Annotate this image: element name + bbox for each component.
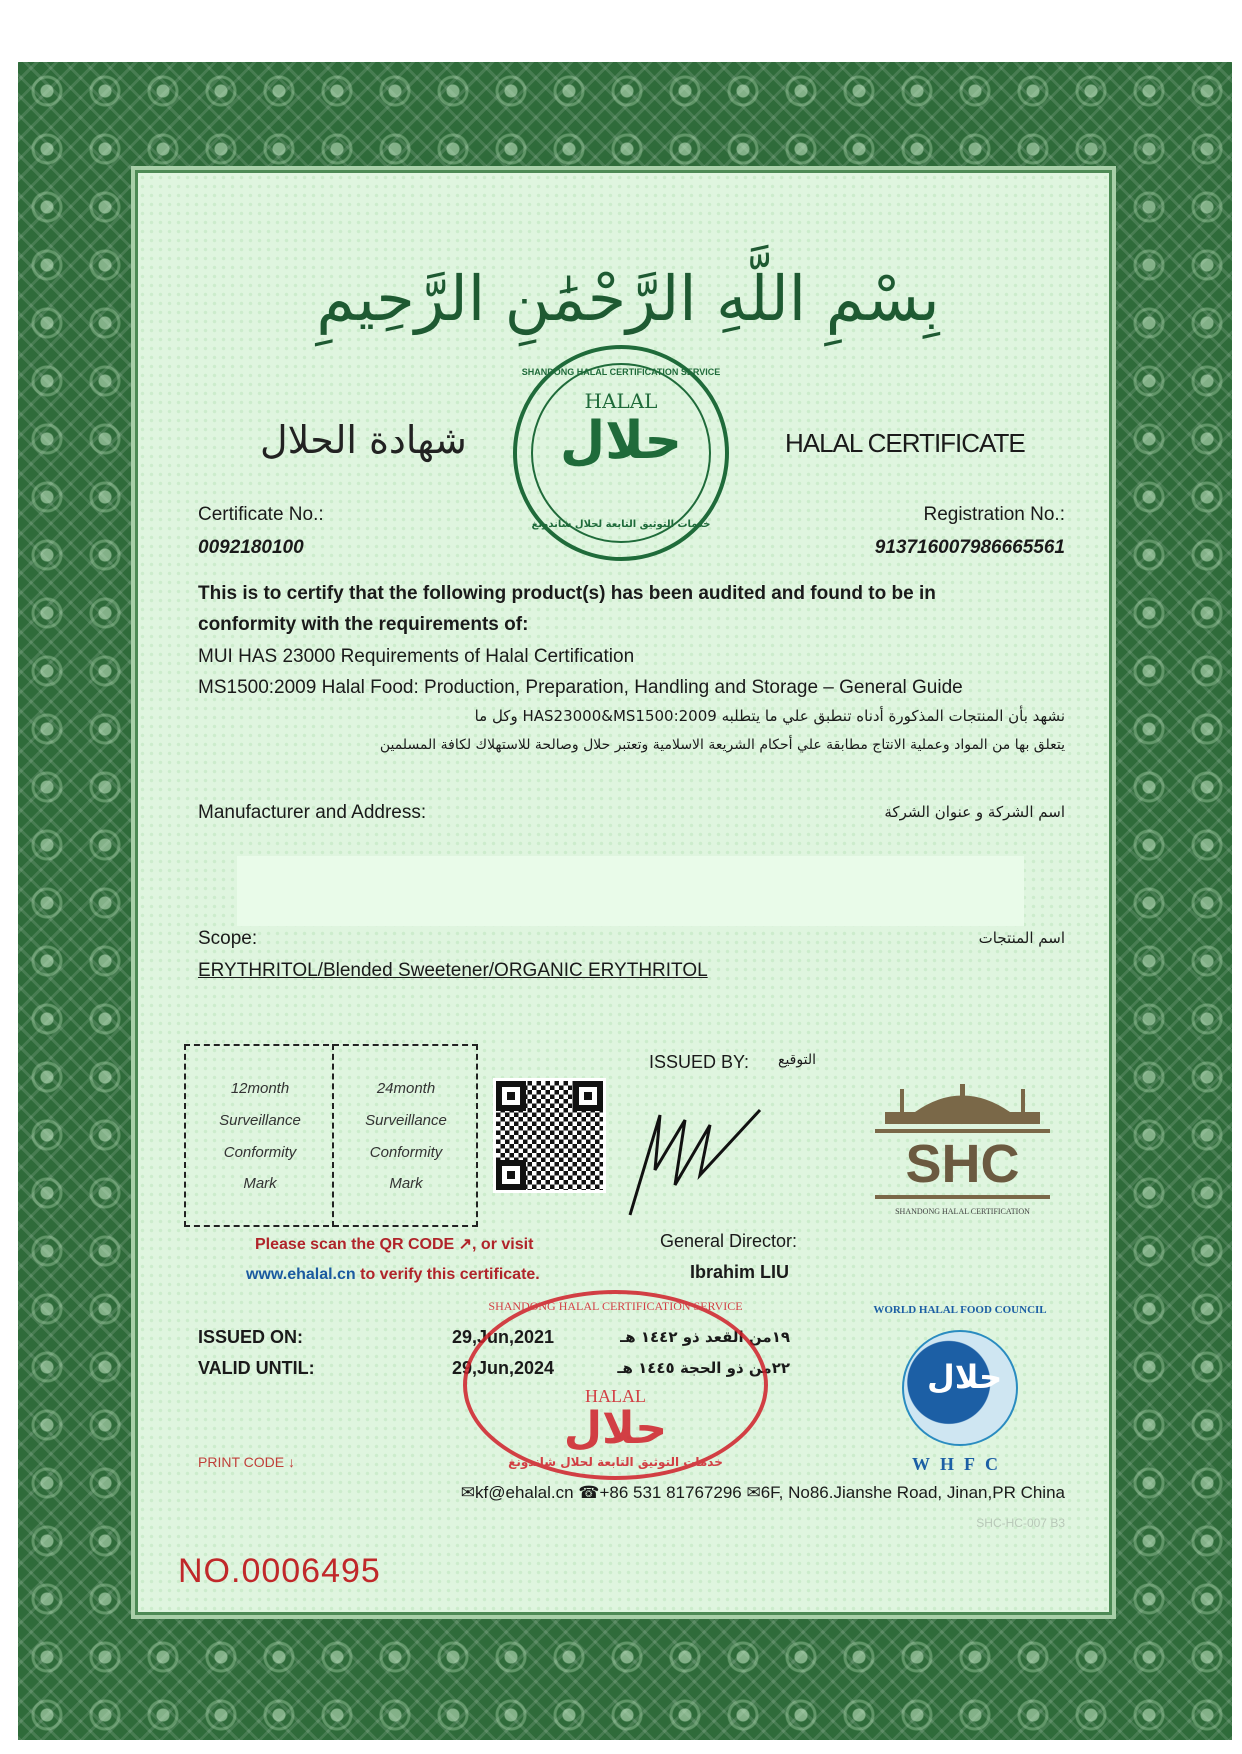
seal-bottom-text: خدمات التوثيق التابعة لحلال شاندونغ — [531, 519, 711, 530]
scan-qr-instruction: Please scan the QR CODE ↗, or visit — [255, 1236, 534, 1253]
form-code: SHC-HC-007 B3 — [976, 1516, 1065, 1530]
scope-label-arabic: اسم المنتجات — [978, 929, 1065, 947]
mark-line: 12month — [230, 1080, 290, 1097]
seal-halal-glyph: حلال — [559, 411, 683, 471]
whfc-logo — [872, 1300, 1048, 1476]
red-seal-glyph: حلال — [563, 1403, 668, 1454]
arabic-statement-2: يتعلق بها من المواد وعملية الانتاج مطابقة علي أحكام الشريعة الاسلامية وتعتبر حلال وصالحة للاستهلاك لكافة المسلمين — [379, 737, 1065, 753]
mark-line: Surveillance — [219, 1112, 301, 1129]
shc-logo-caption: SHANDONG HALAL CERTIFICATION — [895, 1207, 1030, 1216]
valid-until-hijri: ٢٢من ذو الحجة ١٤٤٥ هـ — [617, 1359, 790, 1377]
bismillah-calligraphy: بِسْمِ اللَّهِ الرَّحْمَٰنِ الرَّحِيمِ — [316, 262, 940, 335]
scope-label: Scope: — [198, 928, 258, 949]
general-director-name: Ibrahim LIU — [690, 1262, 790, 1282]
seal-halal-text: HALAL — [584, 389, 658, 413]
title-arabic: شهادة الحلال — [260, 418, 467, 462]
requirement-mui: MUI HAS 23000 Requirements of Halal Certification — [198, 646, 635, 667]
manufacturer-label-arabic: اسم الشركة و عنوان الشركة — [884, 803, 1065, 821]
mark-line: Conformity — [223, 1144, 297, 1161]
verification-qr-code[interactable] — [493, 1078, 606, 1193]
certify-statement: This is to certify that the following product(s) has been audited and found to be in — [198, 583, 936, 604]
scope-products: ERYTHRITOL/Blended Sweetener/ORGANIC ERYTHRITOL — [198, 960, 708, 981]
director-signature — [615, 1100, 775, 1220]
shc-logo — [875, 1084, 1050, 1229]
mosque-icon — [875, 1084, 1050, 1124]
mark-line: Mark — [243, 1175, 277, 1192]
mark-line: Conformity — [369, 1144, 443, 1161]
certificate-no-value: 0092180100 — [198, 537, 304, 558]
print-code-label: PRINT CODE ↓ — [198, 1454, 295, 1470]
certificate-no-label: Certificate No.: — [198, 504, 324, 525]
general-director-label: General Director: — [660, 1231, 798, 1251]
serial-number: NO.0006495 — [178, 1552, 381, 1590]
verify-text: to verify this certificate. — [355, 1266, 540, 1283]
mark-line: 24month — [376, 1080, 436, 1097]
contact-line: ✉kf@ehalal.cn ☎+86 531 81767296 ✉6F, No86.Jianshe Road, Jinan,PR China — [460, 1483, 1065, 1502]
halal-seal-green — [513, 345, 729, 561]
conformity-mark-box — [184, 1044, 478, 1227]
issued-on-hijri: ١٩من القعد ذو ١٤٤٢ هـ — [620, 1328, 790, 1346]
requirement-ms1500: MS1500:2009 Halal Food: Production, Preparation, Handling and Storage – General Guide — [198, 677, 963, 698]
valid-until-date: 29,Jun,2024 — [452, 1358, 555, 1378]
issued-on-label: ISSUED ON: — [198, 1327, 304, 1347]
issued-on-date: 29,Jun,2021 — [452, 1327, 555, 1347]
whfc-glyph: حلال — [927, 1358, 1003, 1396]
shc-logo-text: SHC — [875, 1129, 1050, 1199]
certify-statement-2: conformity with the requirements of: — [198, 614, 529, 635]
manufacturer-label: Manufacturer and Address: — [198, 802, 427, 823]
registration-no-label: Registration No.: — [923, 504, 1065, 525]
mark-divider — [332, 1044, 334, 1227]
arabic-statement-1: نشهد بأن المنتجات المذكورة أدناه تنطبق علي ما يتطلبه HAS23000&MS1500:2009 وكل ما — [474, 707, 1065, 725]
manufacturer-redacted-field — [237, 856, 1024, 926]
mark-line: Surveillance — [365, 1112, 447, 1129]
seal-top-text: SHANDONG HALAL CERTIFICATION SERVICE — [521, 367, 721, 377]
whfc-top-text: WORLD HALAL FOOD COUNCIL — [873, 1304, 1047, 1316]
registration-no-value: 913716007986665561 — [874, 537, 1065, 558]
valid-until-label: VALID UNTIL: — [198, 1358, 315, 1378]
whfc-bottom-text: WHFC — [912, 1454, 1008, 1474]
verify-line — [246, 1266, 540, 1284]
issued-by-label-arabic: التوقيع — [778, 1052, 816, 1068]
red-seal-halal: HALAL — [585, 1386, 646, 1406]
title-english: HALAL CERTIFICATE — [785, 428, 1025, 458]
issued-by-label: ISSUED BY: — [649, 1052, 750, 1072]
red-seal-top: SHANDONG HALAL CERTIFICATION SERVICE — [488, 1299, 743, 1313]
red-seal-bottom: خدمات التوثيق التابعة لحلال شاندونغ — [508, 1455, 723, 1469]
mark-line: Mark — [389, 1175, 423, 1192]
verify-url-link[interactable]: www.ehalal.cn — [246, 1266, 356, 1283]
halal-seal-red — [463, 1290, 768, 1480]
